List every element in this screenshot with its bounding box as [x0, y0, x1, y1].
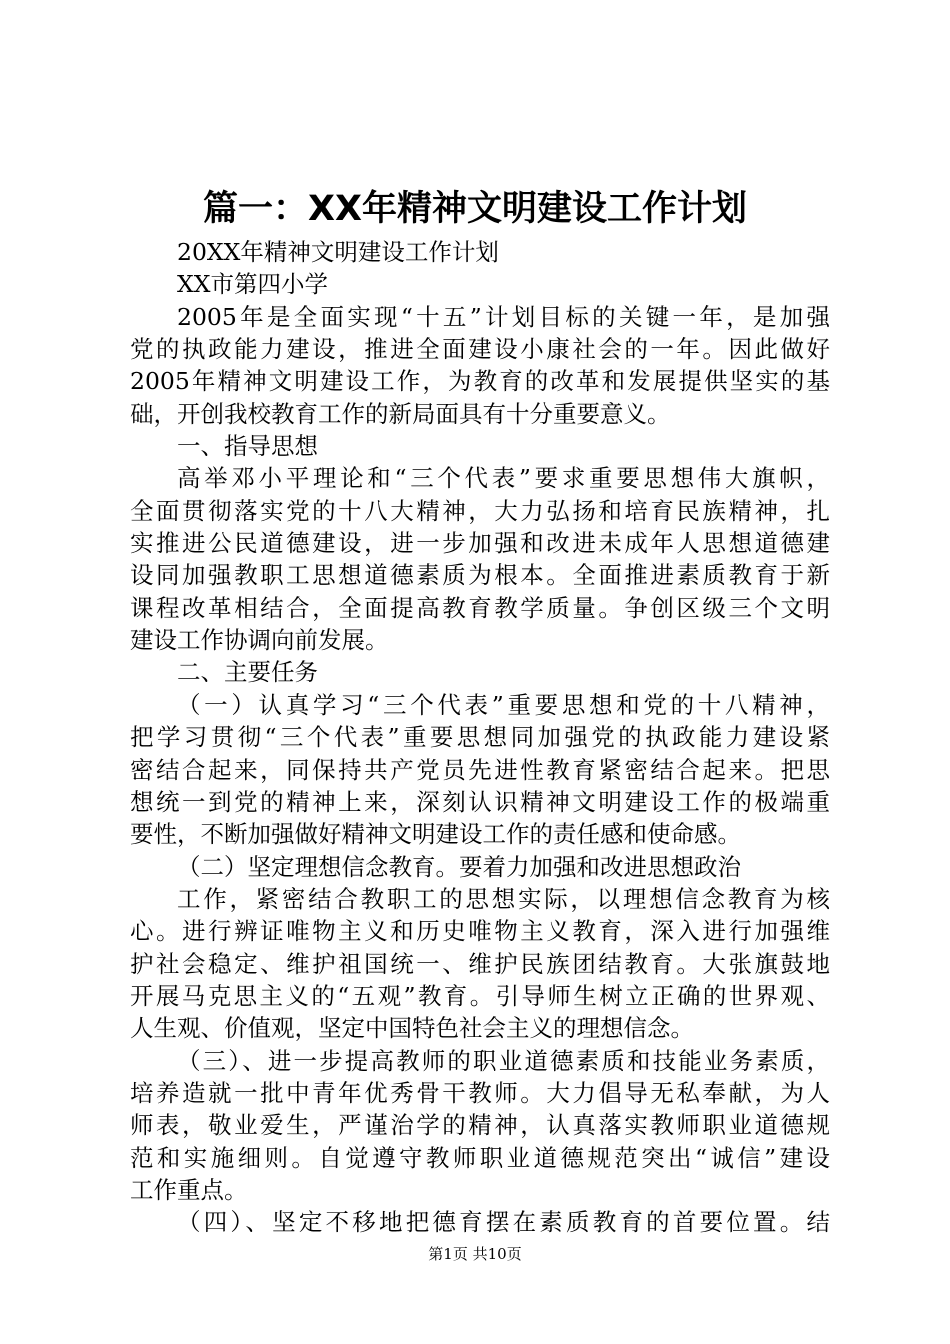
text-line: 实推进公民道德建设，进一步加强和改进未成年人思想道德建 [130, 529, 830, 558]
text-line: 工作重点。 [130, 1175, 248, 1204]
text-line: 高举邓小平理论和“三个代表”要求重要思想伟大旗帜， [177, 464, 830, 493]
text-line: XX市第四小学 [177, 270, 328, 299]
text-line: 密结合起来，同保持共产党员先进性教育紧密结合起来。把思 [130, 755, 830, 784]
text-line: 20XX年精神文明建设工作计划 [177, 238, 499, 266]
text-line: 要性，不断加强做好精神文明建设工作的责任感和使命感。 [130, 820, 741, 849]
text-line: 范和实施细则。自觉遵守教师职业道德规范突出“诚信”建设 [130, 1143, 830, 1172]
text-line: 开展马克思主义的“五观”教育。引导师生树立正确的世界观、 [130, 981, 830, 1010]
text-line: （四）、坚定不移地把德育摆在素质教育的首要位置。结 [177, 1208, 830, 1237]
text-line: 2005年精神文明建设工作，为教育的改革和发展提供坚实的基 [130, 367, 830, 396]
text-line: 建设工作协调向前发展。 [130, 626, 389, 655]
text-line: （一）认真学习“三个代表”重要思想和党的十八精神， [177, 690, 830, 719]
text-line: 师表，敬业爱生，严谨治学的精神，认真落实教师职业道德规 [130, 1111, 830, 1140]
text-line: 党的执政能力建设，推进全面建设小康社会的一年。因此做好 [130, 335, 830, 364]
text-line: 全面贯彻落实党的十八大精神，大力弘扬和培育民族精神，扎 [130, 496, 830, 525]
section-heading: 一、指导思想 [177, 432, 318, 461]
document-title: 篇一：XX年精神文明建设工作计划 [203, 189, 747, 229]
document-body [130, 236, 830, 1239]
text-line: 培养造就一批中青年优秀骨干教师。大力倡导无私奉献，为人 [130, 1078, 830, 1107]
section-heading: 二、主要任务 [177, 658, 318, 687]
text-line: 把学习贯彻“三个代表”重要思想同加强党的执政能力建设紧 [130, 723, 830, 752]
text-line: 础，开创我校教育工作的新局面具有十分重要意义。 [130, 399, 671, 428]
page-footer: 第1页 共10页 [428, 1245, 522, 1263]
text-line: 2005年是全面实现“十五”计划目标的关键一年，是加强 [177, 302, 830, 331]
text-line: 想统一到党的精神上来，深刻认识精神文明建设工作的极端重 [130, 787, 830, 816]
text-line: 设同加强教职工思想道德素质为根本。全面推进素质教育于新 [130, 561, 830, 590]
text-line: 课程改革相结合，全面提高教育教学质量。争创区级三个文明 [130, 593, 830, 622]
text-line: （二）坚定理想信念教育。要着力加强和改进思想政治 [177, 852, 741, 881]
text-line: （三）、进一步提高教师的职业道德素质和技能业务素质， [177, 1046, 830, 1075]
text-line: 护社会稳定、维护祖国统一、维护民族团结教育。大张旗鼓地 [130, 949, 830, 978]
text-line: 心。进行辨证唯物主义和历史唯物主义教育，深入进行加强维 [130, 917, 830, 946]
text-line: 工作，紧密结合教职工的思想实际，以理想信念教育为核 [177, 884, 830, 913]
text-line: 人生观、价值观，坚定中国特色社会主义的理想信念。 [130, 1014, 694, 1043]
